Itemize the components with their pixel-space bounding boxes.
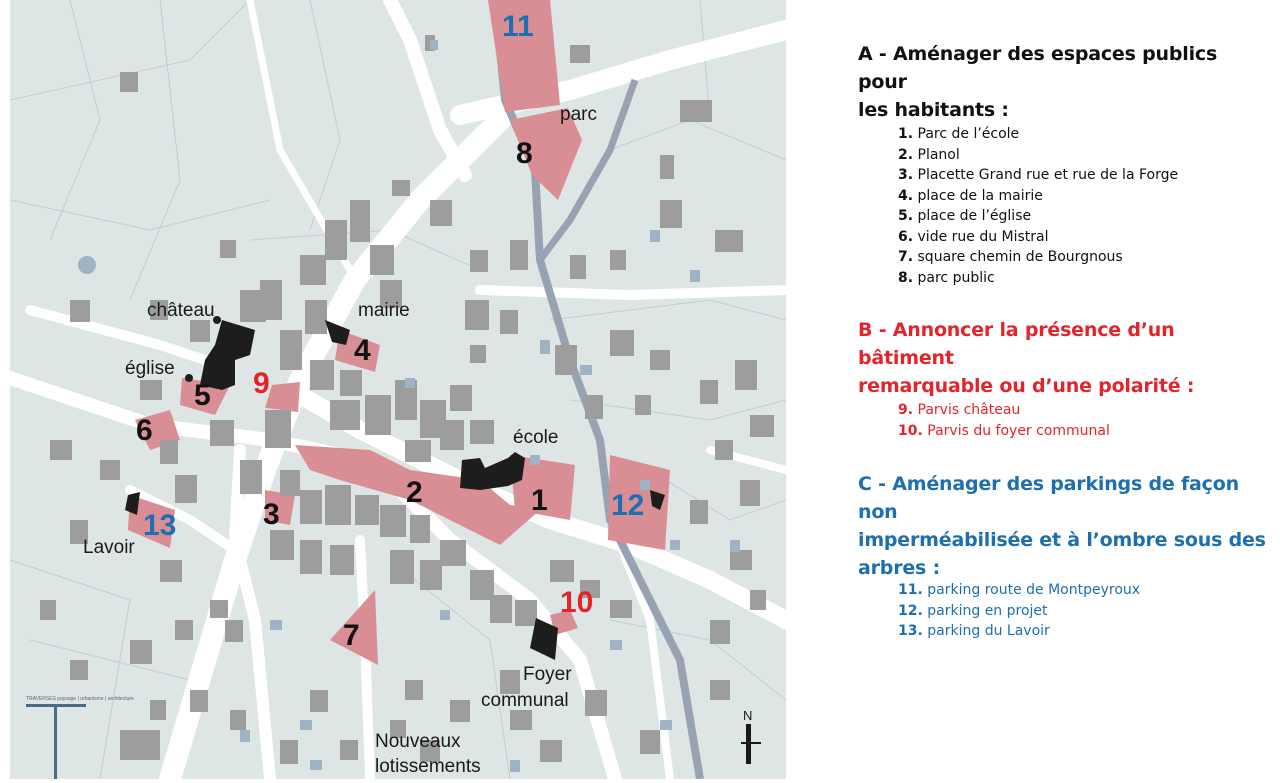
label-foyer-line2: communal bbox=[481, 690, 569, 711]
site-number-1: 1 bbox=[531, 484, 548, 517]
legend-item: 5. place de l’église bbox=[898, 208, 1032, 224]
label-nouveaux-line1: Nouveaux bbox=[375, 731, 461, 752]
legend-panel bbox=[858, 0, 1268, 779]
logo-text: TRAVERSES paysage | urbanisme | architecture bbox=[26, 696, 134, 702]
site-number-3: 3 bbox=[263, 498, 280, 531]
legend-item: 10. Parvis du foyer communal bbox=[898, 422, 1110, 439]
legend-item: 9. Parvis château bbox=[898, 402, 1021, 418]
north-label: N bbox=[743, 708, 753, 723]
site-number-11: 11 bbox=[502, 10, 534, 43]
legend-item: 1. Parc de l’école bbox=[898, 126, 1020, 142]
site-number-5: 5 bbox=[194, 379, 211, 412]
legend-item: 6. vide rue du Mistral bbox=[898, 228, 1049, 245]
label-foyer-line1: Foyer bbox=[523, 664, 572, 685]
legend-item: 11. parking route de Montpeyroux bbox=[898, 582, 1141, 598]
roundabout bbox=[78, 256, 96, 274]
site-number-6: 6 bbox=[136, 414, 153, 447]
site-number-13: 13 bbox=[143, 509, 177, 542]
label-chateau: château bbox=[147, 300, 215, 321]
label-eglise: église bbox=[125, 358, 175, 379]
legend-b-title: B - Annoncer la présence d’un bâtiment remarquable ou d’une polarité : bbox=[858, 319, 1195, 397]
legend-item: 8. parc public bbox=[898, 269, 995, 286]
legend-item: 7. square chemin de Bourgnous bbox=[898, 249, 1123, 265]
legend-item: 3. Placette Grand rue et rue de la Forge bbox=[898, 167, 1179, 183]
site-number-9: 9 bbox=[253, 367, 270, 400]
legend-a-list bbox=[898, 124, 1178, 288]
label-parc: parc bbox=[560, 104, 597, 125]
legend-a-title: A - Aménager des espaces publics pour les habitants : bbox=[858, 43, 1218, 121]
label-ecole: école bbox=[513, 427, 559, 448]
site-number-4: 4 bbox=[354, 334, 371, 367]
site-number-2: 2 bbox=[406, 476, 423, 509]
site-number-12: 12 bbox=[611, 489, 645, 522]
label-nouveaux-line2: lotissements bbox=[375, 756, 481, 777]
site-number-8: 8 bbox=[516, 137, 533, 170]
legend-c-title: C - Aménager des parkings de façon non imperméabilisée et à l’ombre sous des arbres : bbox=[858, 473, 1266, 579]
site-number-10: 10 bbox=[560, 586, 594, 619]
legend-c-list bbox=[898, 580, 1140, 642]
legend-item: 12. parking en projet bbox=[898, 602, 1048, 619]
legend-item: 2. Planol bbox=[898, 146, 960, 163]
site-number-7: 7 bbox=[343, 619, 360, 652]
village-map bbox=[10, 0, 786, 779]
label-mairie: mairie bbox=[358, 300, 410, 321]
legend-item: 13. parking du Lavoir bbox=[898, 623, 1050, 639]
label-lavoir: Lavoir bbox=[83, 537, 135, 558]
legend-item: 4. place de la mairie bbox=[898, 187, 1043, 204]
legend-b-list bbox=[898, 400, 1110, 441]
